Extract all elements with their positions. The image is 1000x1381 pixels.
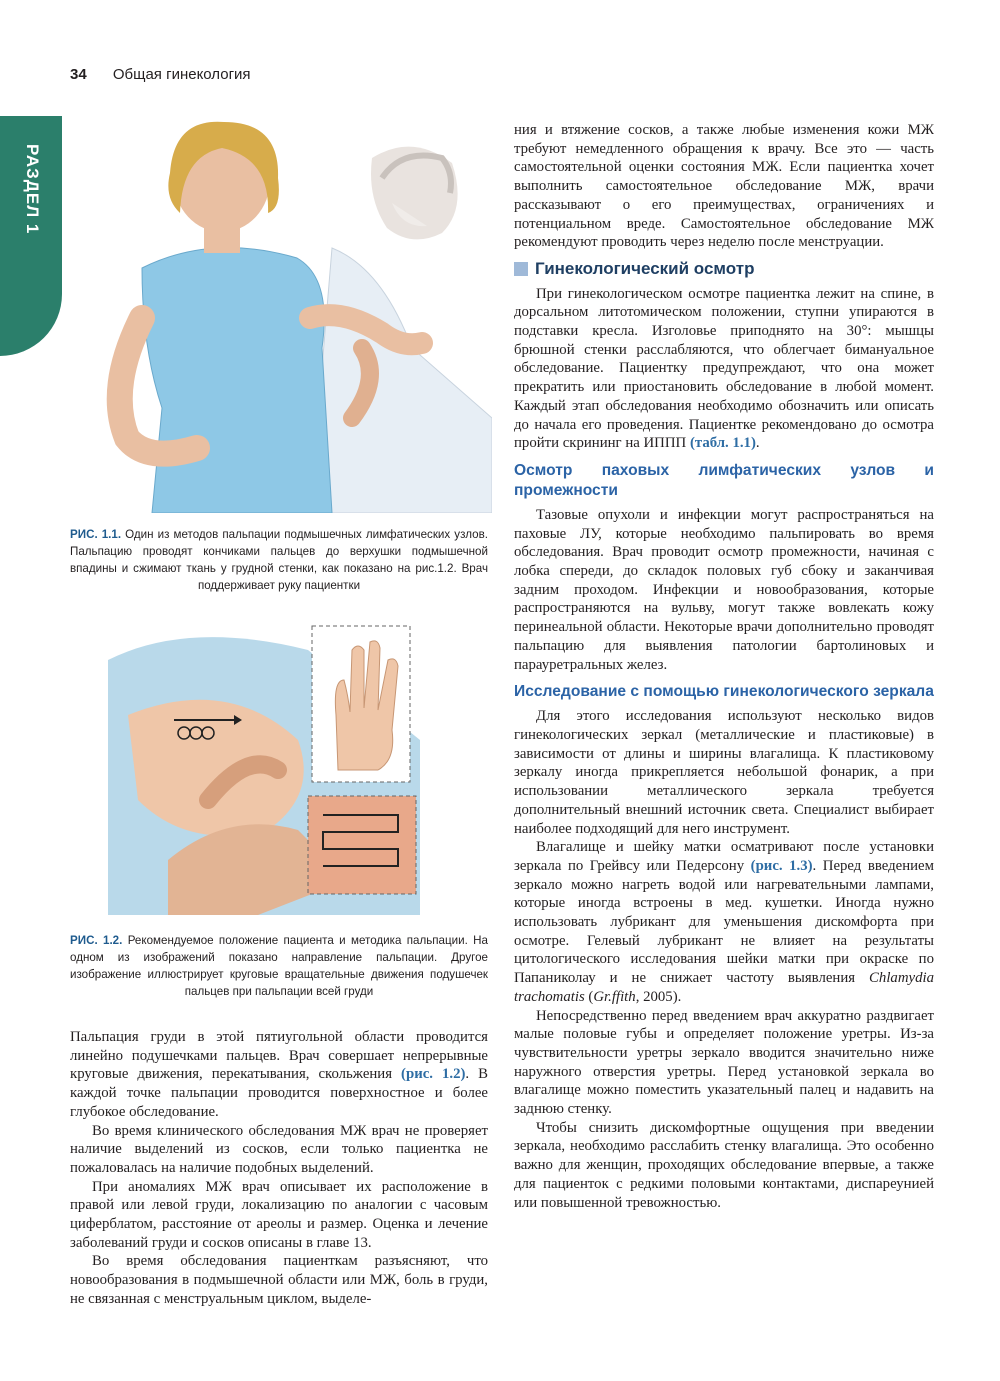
- right-paragraph-3: Для этого исследования используют несколько видов гинекологических зеркал (металлические и пластиковые) в зависимости от длины и ширины влагалища. К пластиковому зеркалу иногда прикрепляется небольшой фонарик, а при использовании металлического зеркала требуется дополнительный внешний источник света. Специалист выбирает наиболее подходящий для него инструмент.: [514, 708, 934, 837]
- left-column: [70, 1028, 488, 1309]
- left-paragraph-2: Во время клинического обследования МЖ врач не проверяет наличие выделений из сосков, если только пациентка не пожаловалась на наличие подобных выделений.: [70, 1122, 488, 1176]
- section-heading: Гинекологический осмотр: [514, 260, 934, 279]
- running-title: Общая гинекология: [112, 66, 251, 83]
- figure-1-1-illustration: [82, 118, 492, 513]
- section-square-icon: [514, 262, 528, 276]
- page-number: 34: [70, 66, 87, 83]
- subheading-lymph-nodes: Осмотр паховых лимфатических узлов и промежности: [514, 461, 934, 499]
- figure-1-1-label: РИС. 1.1.: [70, 528, 122, 541]
- ref-fig-1-2[interactable]: (рис. 1.2): [401, 1066, 466, 1083]
- running-header: [70, 66, 251, 83]
- right-paragraph-5: Непосредственно перед введением врач аккуратно раздвигает малые половые губы и определяет положение уретры. Из-за чувствительности уретры зеркало вводится значительно ниже наружного отверстия уретры. Перед установкой зеркала во влагалище можно поместить указательный палец и надавить на заднюю стенку.: [514, 1007, 934, 1118]
- left-paragraph-1: Пальпация груди в этой пятиугольной области проводится линейно подушечками пальцев. Врач совершает непрерывные круговые движения, перекатывания, скольжения (рис. 1.2). В каждой точке пальпации проводится поверхностное и более глубокое обследование.: [70, 1029, 488, 1120]
- section-tab-label: РАЗДЕЛ 1: [23, 144, 42, 235]
- right-paragraph-6: Чтобы снизить дискомфортные ощущения при введении зеркала, необходимо расслабить стенку влагалища. Это особенно важно для женщин, проходящих обследование впервые, а также для пациенток с редкими половыми контактами, диспареунией или повышенной тревожностью.: [514, 1119, 934, 1211]
- right-paragraph-4: Влагалище и шейку матки осматривают после установки зеркала по Грейвсу или Педерсону (рис. 1.3). Перед введением зеркало можно нагреть водой или нагревательными лампами, которые иногда встроены в мед. кушетки. Иногда нужно использовать лубрикант для уменьшения дискомфорта при осмотре. Гелевый лубрикант не влияет на результаты цитологического исследования шейки матки при окраске по Папаниколау и не снижает частоту выявления Chlamydia trachomatis (Gr.ffith, 2005).: [514, 839, 934, 1005]
- figure-1-2-illustration: [108, 620, 420, 915]
- right-column: [514, 121, 934, 1212]
- left-paragraph-4: Во время обследования пациенткам разъясняют, что новообразования в подмышечной области или МЖ, боль в груди, не связанная с менструальным циклом, выделе-: [70, 1253, 488, 1307]
- inset-vertical-strip: [308, 796, 416, 894]
- figure-1-2-text: Рекомендуемое положение пациента и методика пальпации. На одном из изображений показано направление пальпации. Другое изображение иллюстрирует круговые вращательные движения подушечек пальцев при пальпации всей груди: [70, 934, 488, 998]
- right-paragraph-1: При гинекологическом осмотре пациентка лежит на спине, в дорсальном литотомическом положении, ступни упираются в подставки кресла. Изголовье приподнято на 30°: мышцы брюшной стенки расслабляются, что облегчает бимануальное обследование. Пациентку предупреждают, что она может прекратить или приостановить обследование в любой момент. Каждый этап обследования необходимо обозначить или описать до начала его проведения. Пациентке рекомендовано до осмотра пройти скрининг на ИППП (табл. 1.1).: [514, 285, 934, 452]
- section-tab: [0, 116, 62, 356]
- figure-1-1-text: Один из методов пальпации подмышечных лимфатических узлов. Пальпацию проводят кончиками пальцев до верхушки подмышечной впадины и сжимают ткань у грудной стенки, как показано на рис.1.2. Врач поддерживает руку пациентки: [70, 528, 488, 592]
- right-paragraph-2: Тазовые опухоли и инфекции могут распространяться на паховые ЛУ, которые необходимо пальпировать во время обследования. Врач проводит осмотр промежности, начиная с лобка спереди, до складок половых губ сбоку и заканчивая задним проходом. Инфекции и новообразования, которые распространяются на вульву, могут также вовлекать кожу перинеальной области. Некоторые врачи дополнительно проводят пальпацию для выявления патологии бартолиновых и парауретральных желез.: [514, 506, 934, 673]
- subheading-speculum: Исследование с помощью гинекологического зеркала: [514, 683, 934, 701]
- right-paragraph-0: ния и втяжение сосков, а также любые изменения кожи МЖ требуют немедленного обращения к врачу. Все это — часть самостоятельной оценки состояния МЖ. Если пациентка хочет выполнить самостоятельное обследование МЖ, врачи рассказывают о его преимуществах, ограничениях и потенциальном вреде. Самостоятельное обследование МЖ рекомендуют проводить через неделю после менструации.: [514, 122, 934, 251]
- left-paragraph-3: При аномалиях МЖ врач описывает их расположение в правой или левой груди, локализацию по аналогии с часовым циферблатом, расстояние от ареолы и размер. Оценка и лечение заболеваний груди и сосков описаны в главе 13.: [70, 1178, 488, 1251]
- ref-table-1-1[interactable]: (табл. 1.1): [689, 435, 756, 452]
- figure-1-2-caption: [70, 932, 488, 1000]
- figure-1-1-caption: [70, 526, 488, 594]
- figure-1-2-label: РИС. 1.2.: [70, 934, 123, 947]
- ref-fig-1-3[interactable]: (рис. 1.3): [750, 857, 813, 874]
